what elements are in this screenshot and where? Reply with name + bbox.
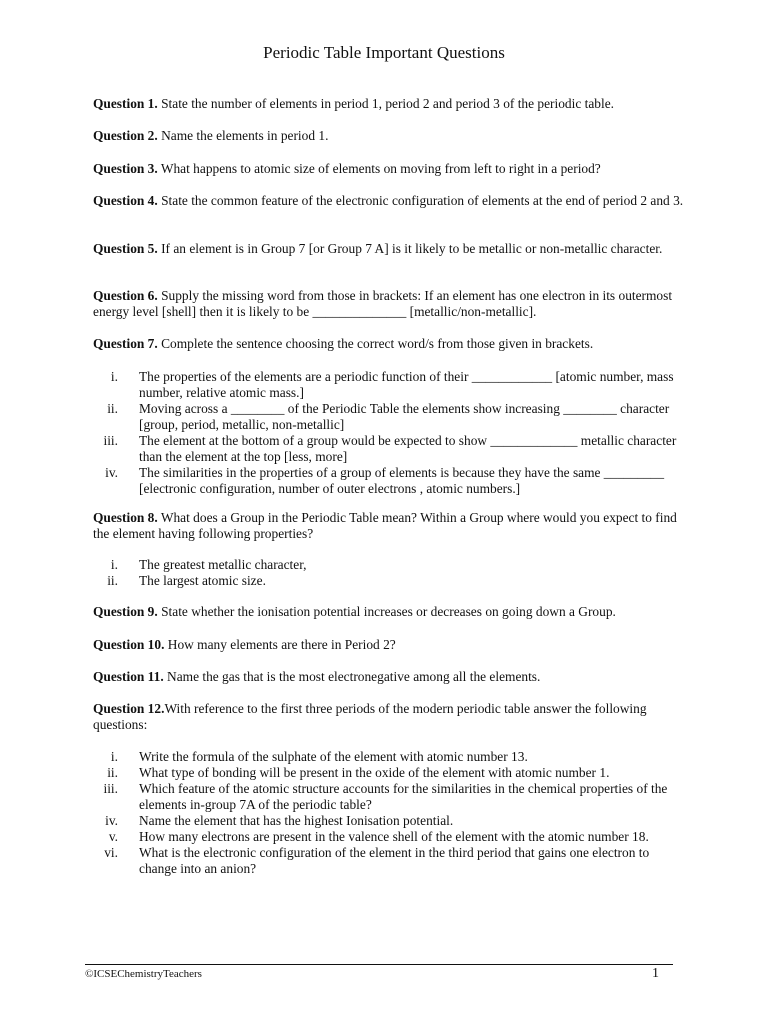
question-label: Question 6.	[93, 288, 158, 303]
list-item	[93, 829, 685, 845]
question-text: Complete the sentence choosing the correct word/s from those given in brackets.	[157, 336, 594, 351]
question-label: Question 8.	[93, 510, 158, 525]
question-text: With reference to the first three periods of the modern periodic table answer the following questions:	[93, 701, 647, 732]
question-7-sublist	[93, 369, 685, 497]
list-item	[93, 781, 685, 813]
item-number: iii.	[103, 781, 118, 796]
page-number: 1	[652, 966, 659, 981]
list-item	[93, 813, 685, 829]
question-6	[93, 288, 685, 320]
question-text: What does a Group in the Periodic Table mean? Within a Group where would you expect to find the element having following properties?	[93, 510, 677, 541]
item-number: ii.	[107, 765, 118, 780]
list-item	[93, 573, 685, 589]
question-label: Question 4.	[93, 193, 158, 208]
question-10	[93, 637, 685, 653]
question-1	[93, 96, 685, 112]
item-text: The similarities in the properties of a group of elements is because they have the same _________ [electronic configuration, number of outer electrons , atomic numbers.]	[139, 465, 665, 496]
question-12	[93, 701, 685, 733]
item-number: ii.	[107, 573, 118, 588]
question-text: State the number of elements in period 1, period 2 and period 3 of the periodic table.	[157, 96, 614, 111]
list-item	[93, 765, 685, 781]
question-label: Question 11.	[93, 669, 164, 684]
question-8	[93, 510, 685, 542]
item-number: v.	[108, 829, 118, 844]
question-text: Supply the missing word from those in brackets: If an element has one electron in its outermost energy level [shell] then it is likely to be ______________ [metallic/non-metallic].	[93, 288, 673, 319]
question-text: Name the elements in period 1.	[157, 128, 329, 143]
question-8-sublist	[93, 557, 685, 589]
question-text: State whether the ionisation potential increases or decreases on going down a Group.	[157, 604, 616, 619]
page-title: Periodic Table Important Questions	[263, 43, 505, 62]
list-item	[93, 557, 685, 573]
list-item	[93, 749, 685, 765]
item-number: iii.	[103, 433, 118, 448]
item-text: The properties of the elements are a periodic function of their ____________ [atomic number, mass number, relative atomic mass.]	[139, 369, 674, 400]
question-label: Question 5.	[93, 241, 158, 256]
item-text: The greatest metallic character,	[139, 557, 307, 572]
question-9	[93, 604, 685, 620]
question-label: Question 3.	[93, 161, 158, 176]
question-text: How many elements are there in Period 2?	[164, 637, 396, 652]
question-label: Question 1.	[93, 96, 158, 111]
item-number: iv.	[105, 465, 118, 480]
item-number: vi.	[104, 845, 118, 860]
question-text: Name the gas that is the most electronegative among all the elements.	[163, 669, 541, 684]
question-12-sublist	[93, 749, 685, 877]
item-text: The element at the bottom of a group would be expected to show _____________ metallic character than the element at the top [less, more]	[139, 433, 677, 464]
item-number: i.	[110, 369, 118, 384]
question-label: Question 10.	[93, 637, 165, 652]
question-text: If an element is in Group 7 [or Group 7 A] is it likely to be metallic or non-metallic character.	[157, 241, 663, 256]
question-2	[93, 128, 685, 144]
item-number: iv.	[105, 813, 118, 828]
question-5	[93, 241, 685, 257]
item-text: Moving across a ________ of the Periodic Table the elements show increasing ________ character [group, period, metallic, non-metallic]	[139, 401, 670, 432]
item-number: i.	[110, 749, 118, 764]
item-text: What type of bonding will be present in the oxide of the element with atomic number 1.	[139, 765, 610, 780]
item-text: How many electrons are present in the valence shell of the element with the atomic number 18.	[139, 829, 649, 844]
item-text: Which feature of the atomic structure accounts for the similarities in the chemical properties of the elements in-group 7A of the periodic table?	[139, 781, 668, 812]
question-text: What happens to atomic size of elements on moving from left to right in a period?	[157, 161, 601, 176]
question-4	[93, 193, 685, 209]
item-text: What is the electronic configuration of the element in the third period that gains one electron to change into an anion?	[139, 845, 650, 876]
question-label: Question 9.	[93, 604, 158, 619]
list-item	[93, 369, 685, 401]
question-text: State the common feature of the electronic configuration of elements at the end of period 2 and 3.	[157, 193, 684, 208]
footer-divider	[85, 964, 673, 965]
list-item	[93, 433, 685, 465]
list-item	[93, 465, 685, 497]
item-number: ii.	[107, 401, 118, 416]
question-7	[93, 336, 685, 352]
footer-copyright: ©ICSEChemistryTeachers	[85, 968, 202, 980]
item-text: The largest atomic size.	[139, 573, 266, 588]
item-text: Name the element that has the highest Ionisation potential.	[139, 813, 454, 828]
item-number: i.	[110, 557, 118, 572]
item-text: Write the formula of the sulphate of the element with atomic number 13.	[139, 749, 528, 764]
question-11	[93, 669, 685, 685]
question-3	[93, 161, 685, 177]
question-label: Question 2.	[93, 128, 158, 143]
list-item	[93, 845, 685, 877]
question-label: Question 12.	[93, 701, 165, 716]
list-item	[93, 401, 685, 433]
question-label: Question 7.	[93, 336, 158, 351]
